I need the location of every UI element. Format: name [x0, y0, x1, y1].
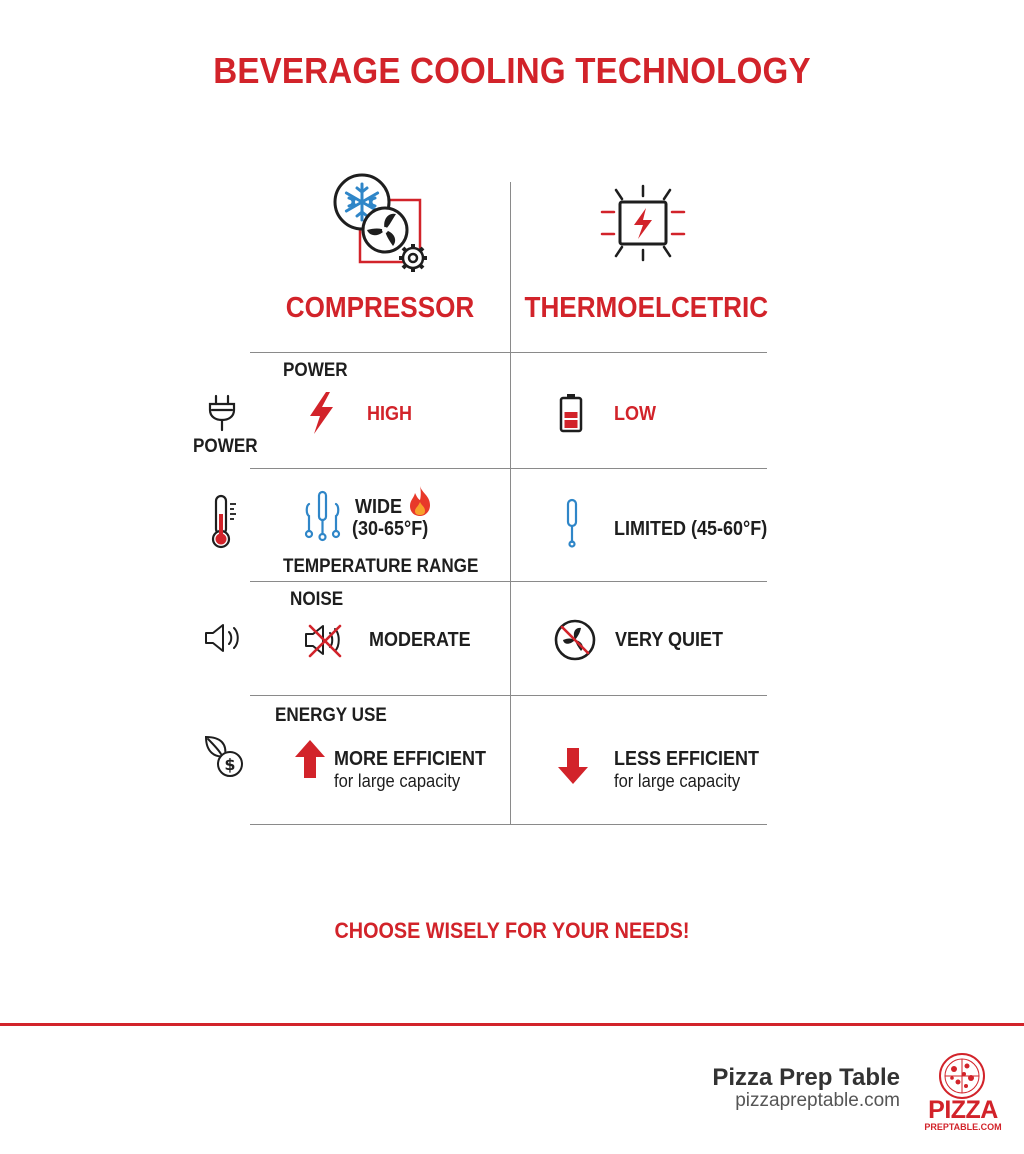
thermo-temp-value: LIMITED (45-60°F): [614, 518, 768, 540]
probes-icon: [303, 490, 343, 542]
row-divider-2: [250, 468, 767, 469]
column-divider: [510, 182, 511, 824]
eco-cost-icon: [203, 734, 245, 780]
row-divider-3: [250, 581, 767, 582]
logo-subtext: PREPTABLE.COM: [924, 1122, 1002, 1132]
energy-section-label: ENERGY USE: [275, 705, 387, 726]
power-row-label: POWER: [193, 436, 258, 457]
thermo-power-value: LOW: [614, 403, 656, 425]
brand-url[interactable]: pizzapreptable.com: [735, 1090, 900, 1111]
thermo-noise-value: VERY QUIET: [615, 629, 724, 651]
thermoelectric-column-header: THERMOELCETRIC: [524, 292, 769, 324]
brand-name: Pizza Prep Table: [712, 1064, 900, 1091]
compressor-noise-value: MODERATE: [369, 629, 471, 651]
arrow-down-icon: [558, 748, 588, 784]
thermo-energy-subtext: for large capacity: [614, 771, 741, 791]
compressor-temp-value-line1: WIDE: [355, 496, 402, 518]
probe-icon: [564, 498, 580, 548]
thermometer-icon: [208, 494, 240, 550]
quiet-fan-icon: [553, 618, 597, 662]
arrow-up-icon: [295, 740, 325, 778]
compressor-power-value: HIGH: [367, 403, 412, 425]
row-divider-4: [250, 695, 767, 696]
footer-message: CHOOSE WISELY FOR YOUR NEEDS!: [334, 918, 690, 943]
speaker-icon: [204, 622, 244, 654]
power-section-label: POWER: [283, 360, 348, 381]
logo-text: PIZZA: [928, 1096, 998, 1124]
compressor-energy-subtext: for large capacity: [334, 771, 461, 791]
page-title: BEVERAGE COOLING TECHNOLOGY: [213, 50, 811, 91]
temperature-section-label: TEMPERATURE RANGE: [283, 556, 479, 577]
compressor-icon: [330, 170, 435, 275]
flame-icon: [407, 485, 433, 517]
footer-divider: [0, 1023, 1024, 1026]
plug-icon: [206, 394, 238, 432]
row-divider-5: [250, 824, 767, 825]
low-battery-icon: [558, 393, 584, 433]
compressor-temp-value-line2: (30-65°F): [352, 518, 429, 540]
thermoelectric-chip-icon: [600, 182, 686, 264]
muted-speaker-icon: [304, 622, 346, 658]
row-divider-1: [250, 352, 767, 353]
compressor-column-header: COMPRESSOR: [285, 292, 475, 324]
thermo-energy-value: LESS EFFICIENT: [614, 748, 760, 770]
noise-section-label: NOISE: [290, 589, 344, 610]
pizza-logo-icon: [933, 1052, 991, 1100]
svg-text:$: $: [224, 755, 236, 774]
lightning-bolt-icon: [306, 392, 336, 434]
compressor-energy-value: MORE EFFICIENT: [334, 748, 487, 770]
